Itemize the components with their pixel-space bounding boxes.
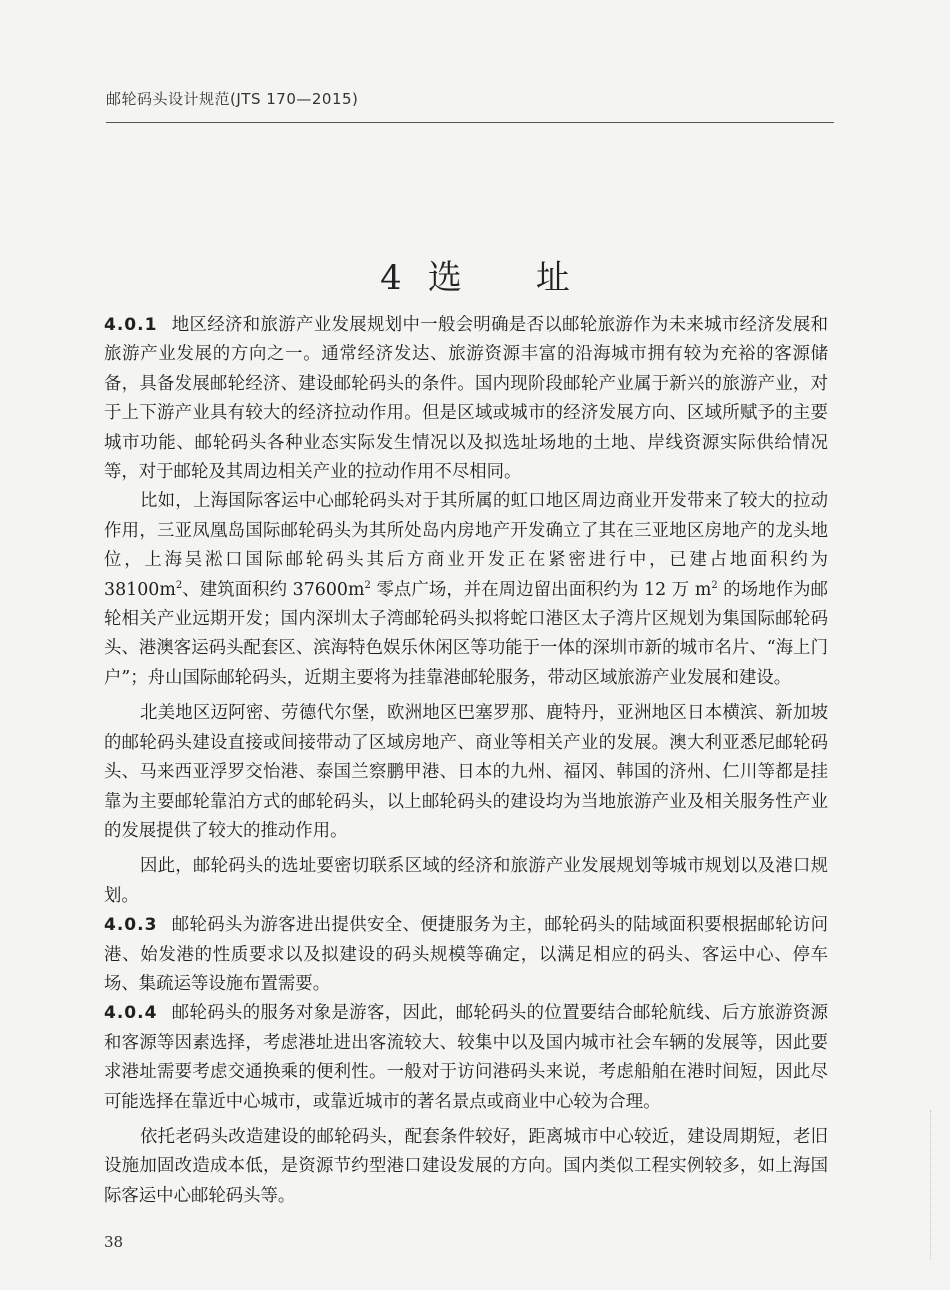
clause-4-0-3-paragraph-1 <box>104 911 828 999</box>
clause-4-0-4-paragraph-1 <box>104 999 828 1117</box>
chapter-title-char-2: 址 <box>535 258 570 298</box>
clause-4-0-1-paragraph-1 <box>104 311 828 487</box>
clause-number-4-0-4: 4.0.4 <box>104 1003 158 1024</box>
clause-4-0-4-text-1: 邮轮码头的服务对象是游客，因此，邮轮码头的位置要结合邮轮航线、后方旅游资源和客源等因素选择，考虑港址进出客流较大、较集中以及国内城市社会车辆的发展等，因此要求港址需要考虑交通换乘的便利性。一般对于访问港码头来说，考虑船舶在港时间短，因此尽可能选择在靠近中心城市，或靠近城市的著名景点或商业中心较为合理。 <box>104 1003 828 1112</box>
body-text <box>104 311 828 1211</box>
clause-4-0-1-paragraph-2 <box>104 487 828 693</box>
running-header-title: 邮轮码头设计规范(JTS 170—2015) <box>106 90 359 108</box>
clause-4-0-1-text-2b: 、建筑面积约 37600m <box>182 579 365 600</box>
clause-4-0-1-text-2a: 比如，上海国际客运中心邮轮码头对于其所属的虹口地区周边商业开发带来了较大的拉动作用，三亚凤凰岛国际邮轮码头为其所处岛内房地产开发确立了其在三亚地区房地产的龙头地位，上海吴淞口国际邮轮码头其后方商业开发正在紧密进行中，已建占地面积约为 38100m <box>104 491 828 600</box>
clause-4-0-1-text-2c: 零点广场，并在周边留出面积约为 12 万 m <box>370 579 712 600</box>
clause-4-0-4-text-2: 依托老码头改造建设的邮轮码头，配套条件较好，距离城市中心较近，建设周期短，老旧设施加固改造成本低，是资源节约型港口建设发展的方向。国内类似工程实例较多，如上海国际客运中心邮轮码头等。 <box>104 1126 828 1206</box>
superscript-2: 2 <box>364 579 371 591</box>
clause-4-0-4-paragraph-2 <box>104 1123 828 1211</box>
scan-edge-mark <box>930 1110 931 1260</box>
page-number: 38 <box>104 1233 124 1251</box>
clause-4-0-3-text-1: 邮轮码头为游客进出提供安全、便捷服务为主，邮轮码头的陆域面积要根据邮轮访问港、始发港的性质要求以及拟建设的码头规模等确定，以满足相应的码头、客运中心、停车场、集疏运等设施布置需要。 <box>104 915 828 994</box>
clause-4-0-1-text-1: 地区经济和旅游产业发展规划中一般会明确是否以邮轮旅游作为未来城市经济发展和旅游产业发展的方向之一。通常经济发达、旅游资源丰富的沿海城市拥有较为充裕的客源储备，具备发展邮轮经济、建设邮轮码头的条件。国内现阶段邮轮产业属于新兴的旅游产业，对于上下游产业具有较大的经济拉动作用。但是区域或城市的经济发展方向、区域所赋予的主要城市功能、邮轮码头各种业态实际发生情况以及拟选址场地的土地、岸线资源实际供给情况等，对于邮轮及其周边相关产业的拉动作用不尽相同。 <box>104 315 828 483</box>
clause-4-0-1-text-3: 北美地区迈阿密、劳德代尔堡，欧洲地区巴塞罗那、鹿特丹，亚洲地区日本横滨、新加坡的邮轮码头建设直接或间接带动了区域房地产、商业等相关产业的发展。澳大利亚悉尼邮轮码头、马来西亚浮罗交怡港、泰国兰察鹏甲港、日本的九州、福冈、韩国的济州、仁川等都是挂靠为主要邮轮靠泊方式的邮轮码头，以上邮轮码头的建设均为当地旅游产业及相关服务性产业的发展提供了较大的推动作用。 <box>104 703 828 841</box>
clause-4-0-1-paragraph-3 <box>104 699 828 846</box>
header-rule <box>106 122 834 123</box>
clause-4-0-1-text-4: 因此，邮轮码头的选址要密切联系区域的经济和旅游产业发展规划等城市规划以及港口规划。 <box>104 856 828 906</box>
chapter-title <box>0 250 950 299</box>
superscript-2: 2 <box>711 579 718 591</box>
chapter-number: 4 <box>380 258 402 298</box>
clause-number-4-0-1: 4.0.1 <box>104 315 158 335</box>
superscript-2: 2 <box>175 579 183 591</box>
chapter-title-char-1: 选 <box>427 258 462 298</box>
clause-4-0-1-paragraph-4 <box>104 852 828 911</box>
clause-number-4-0-3: 4.0.3 <box>104 915 158 936</box>
clause-4-0-1-text-2d: 的场地作为邮轮相关产业远期开发；国内深圳太子湾邮轮码头拟将蛇口港区太子湾片区规划为集国际邮轮码头、港澳客运码头配套区、滨海特色娱乐休闲区等功能于一体的深圳市新的城市名片、“海上门户”；舟山国际邮轮码头，近期主要将为挂靠港邮轮服务，带动区域旅游产业发展和建设。 <box>104 579 829 688</box>
